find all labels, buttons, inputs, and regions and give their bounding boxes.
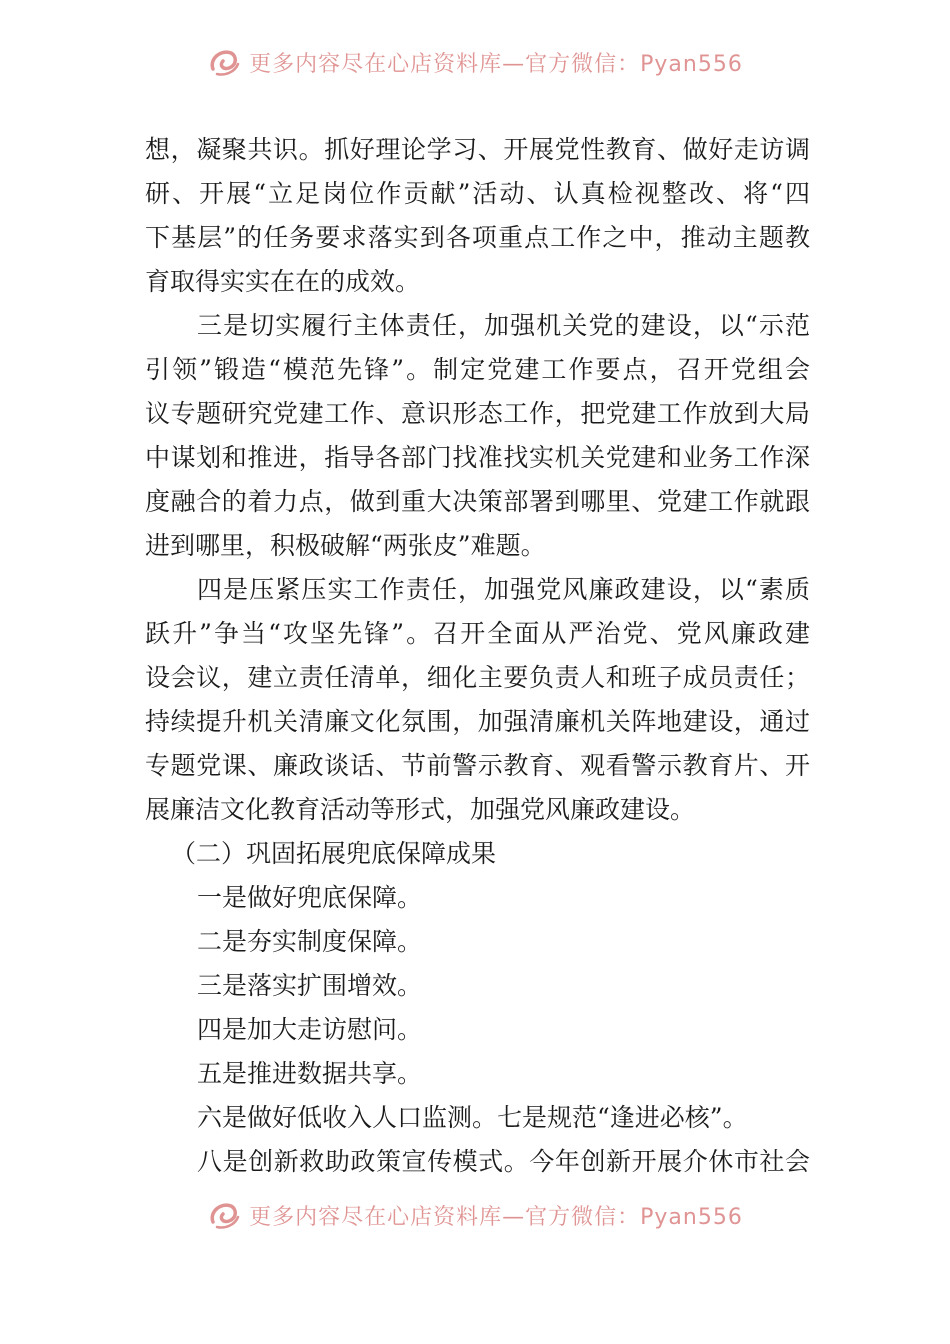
body-line: 持续提升机关清廉文化氛围，加强清廉机关阵地建设，通过 <box>145 707 810 736</box>
list-item: 三是落实扩围增效。 <box>197 971 423 1000</box>
swirl-logo-icon <box>207 1203 241 1230</box>
body-line: 议专题研究党建工作、意识形态工作，把党建工作放到大局 <box>145 399 810 428</box>
list-item: 八是创新救助政策宣传模式。今年创新开展介休市社会 <box>197 1147 810 1176</box>
list-item: 五是推进数据共享。 <box>197 1059 423 1088</box>
body-line: 中谋划和推进，指导各部门找准找实机关党建和业务工作深 <box>145 443 810 472</box>
body-line: 研、开展“立足岗位作贡献”活动、认真检视整改、将“四 <box>145 179 810 208</box>
body-line: 跃升”争当“攻坚先锋”。召开全面从严治党、党风廉政建 <box>145 619 810 648</box>
document-body <box>145 128 810 1184</box>
list-item: 六是做好低收入人口监测。七是规范“逢进必核”。 <box>197 1103 748 1132</box>
header-watermark <box>0 50 950 94</box>
body-line: 引领”锻造“模范先锋”。制定党建工作要点，召开党组会 <box>145 355 810 384</box>
body-line: 进到哪里，积极破解“两张皮”难题。 <box>145 531 546 560</box>
body-line: 下基层”的任务要求落实到各项重点工作之中，推动主题教 <box>145 223 810 252</box>
body-line: 展廉洁文化教育活动等形式，加强党风廉政建设。 <box>145 795 696 824</box>
body-line: 三是切实履行主体责任，加强机关党的建设，以“示范 <box>197 311 810 340</box>
body-line: 设会议，建立责任清单，细化主要负责人和班子成员责任； <box>145 663 810 692</box>
body-line: 度融合的着力点，做到重大决策部署到哪里、党建工作就跟 <box>145 487 810 516</box>
watermark-text: 更多内容尽在心店资料库—官方微信：Pyan556 <box>249 1204 743 1230</box>
body-line: 育取得实实在在的成效。 <box>145 267 421 296</box>
section-heading: （二）巩固拓展兜底保障成果 <box>171 839 497 868</box>
watermark-text: 更多内容尽在心店资料库—官方微信：Pyan556 <box>249 51 743 77</box>
body-line: 四是压紧压实工作责任，加强党风廉政建设，以“素质 <box>197 575 810 604</box>
list-item: 四是加大走访慰问。 <box>197 1015 423 1044</box>
swirl-logo-icon <box>207 50 241 77</box>
footer-watermark <box>0 1203 950 1247</box>
body-line: 专题党课、廉政谈话、节前警示教育、观看警示教育片、开 <box>145 751 810 780</box>
list-item: 一是做好兜底保障。 <box>197 883 423 912</box>
list-item: 二是夯实制度保障。 <box>197 927 423 956</box>
body-line: 想，凝聚共识。抓好理论学习、开展党性教育、做好走访调 <box>145 135 810 164</box>
